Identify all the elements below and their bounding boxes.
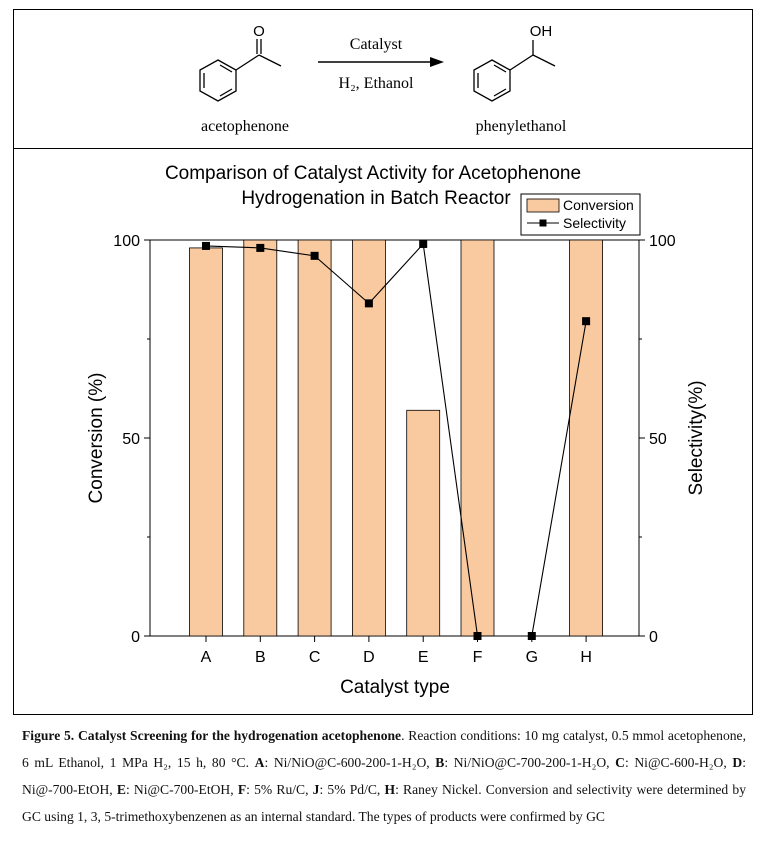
legend-conversion-label: Conversion: [563, 197, 634, 213]
conversion-bar-E: [407, 410, 440, 636]
y-tick-label: 0: [131, 629, 140, 646]
caption-bold-title: Figure 5. Catalyst Screening for the hydrogenation acetophenone: [22, 728, 402, 743]
caption-catalyst-key: A: [254, 755, 265, 770]
y-tick-label: 100: [113, 233, 140, 250]
caption-catalyst-key: H: [384, 782, 396, 797]
conversion-bar-H: [570, 240, 603, 636]
oxygen-atom-label: O: [253, 23, 265, 40]
y2-tick-label: 100: [649, 233, 676, 250]
chart-title-line-2: Hydrogenation in Batch Reactor: [241, 188, 511, 209]
caption-text: . Reaction conditions: 10 mg catalyst, 0.5 mmol acetophenone, 6 mL Ethanol, 1 MPa H₂, 15 h, 80 °C.: [22, 728, 746, 770]
product-label: phenylethanol: [475, 118, 567, 135]
phenylethanol-structure: [474, 40, 555, 101]
y-tick-label: 50: [122, 431, 140, 448]
caption-text: : Ni@C-700-EtOH,: [125, 782, 238, 797]
conversion-bar-A: [190, 248, 223, 636]
selectivity-point-D: [365, 299, 373, 307]
acetophenone-structure: [200, 39, 281, 101]
caption-catalyst-key: C: [615, 755, 625, 770]
conversion-bar-B: [244, 240, 277, 636]
reaction-arrowhead: [430, 57, 444, 67]
caption-text: : 5% Ru/C,: [246, 782, 313, 797]
x-tick-label-A: A: [200, 649, 212, 666]
reactant-label: acetophenone: [201, 118, 289, 135]
x-tick-label-F: F: [472, 649, 483, 666]
caption-text: : Ni/NiO@C-700-200-1-H₂O,: [444, 755, 616, 770]
caption-catalyst-key: F: [237, 782, 247, 797]
x-axis-label: Catalyst type: [340, 677, 450, 698]
x-tick-label-G: G: [525, 649, 539, 666]
caption-text: : Raney Nickel. Conversion and selectivity were determined by GC using 1, 3, 5-trimethoxybenzenen as an internal standard. The types of products were confirmed by GC: [22, 782, 746, 824]
x-tick-label-E: E: [417, 649, 429, 666]
x-tick-label-D: D: [363, 649, 375, 666]
selectivity-point-A: [202, 242, 210, 250]
caption-text: : 5% Pd/C,: [319, 782, 385, 797]
hydroxyl-label: OH: [529, 23, 553, 40]
x-tick-label-H: H: [580, 649, 592, 666]
conversion-bar-C: [298, 240, 331, 636]
arrow-top-label: Catalyst: [349, 36, 403, 53]
legend-selectivity-label: Selectivity: [563, 215, 627, 231]
legend: [521, 194, 640, 235]
y2-axis-label: Selectivity(%): [686, 380, 707, 496]
y2-tick-label: 0: [649, 629, 658, 646]
x-tick-label-B: B: [254, 649, 266, 666]
caption-text: : Ni@-700-EtOH,: [22, 755, 746, 797]
y-axis-label: Conversion (%): [86, 372, 107, 504]
bar-line-chart: [0, 149, 766, 719]
caption-catalyst-key: E: [116, 782, 126, 797]
x-tick-label-C: C: [308, 649, 321, 666]
selectivity-point-E: [419, 240, 427, 248]
caption-catalyst-key: B: [435, 755, 445, 770]
selectivity-point-C: [311, 252, 319, 260]
legend-selectivity-marker: [540, 220, 547, 227]
figure-caption: [22, 722, 746, 830]
caption-catalyst-key: J: [312, 782, 320, 797]
reaction-scheme: [0, 0, 766, 148]
caption-text: : Ni@C-600-H₂O,: [624, 755, 733, 770]
y2-tick-label: 50: [649, 431, 667, 448]
selectivity-point-B: [256, 244, 264, 252]
chart-title-line-1: Comparison of Catalyst Activity for Acetophenone: [164, 163, 582, 184]
arrow-bottom-label: H₂, Ethanol: [338, 75, 414, 92]
caption-catalyst-key: D: [732, 755, 743, 770]
selectivity-point-H: [582, 317, 590, 325]
caption-text: : Ni/NiO@C-600-200-1-H₂O,: [264, 755, 436, 770]
legend-conversion-swatch: [527, 199, 559, 212]
conversion-bar-F: [461, 240, 494, 636]
